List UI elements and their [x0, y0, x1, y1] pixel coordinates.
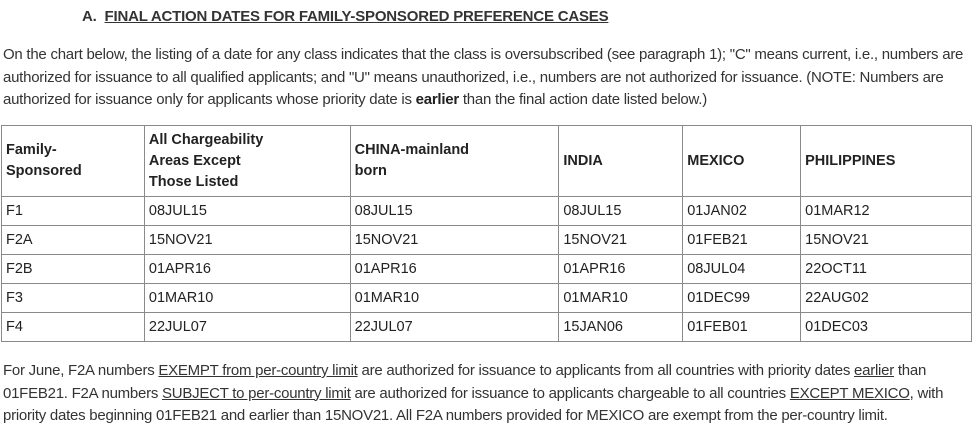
date-cell: 08JUL04	[683, 255, 801, 284]
column-header	[2, 126, 145, 197]
column-header-label: MEXICO	[687, 152, 745, 169]
table-row	[2, 226, 972, 255]
note-text-2: are authorized for issuance to applicants from all countries with priority dates	[357, 362, 855, 379]
section-prefix: A.	[82, 8, 97, 25]
column-header	[144, 126, 350, 197]
table-row	[2, 284, 972, 313]
date-cell: 01MAR10	[350, 284, 559, 313]
date-cell: 15NOV21	[559, 226, 683, 255]
date-cell: 22AUG02	[801, 284, 972, 313]
intro-paragraph	[3, 44, 968, 112]
date-cell: 01APR16	[144, 255, 350, 284]
date-cell: 15NOV21	[801, 226, 972, 255]
note-link-subject[interactable]: SUBJECT to per-country limit	[162, 384, 351, 402]
note-link-exempt[interactable]: EXEMPT from per-country limit	[158, 362, 358, 379]
row-category-cell: F4	[2, 313, 145, 342]
note-text-1: For June, F2A numbers	[3, 362, 159, 379]
note-text-4: are authorized for issuance to applicants chargeable to all countries	[350, 384, 790, 402]
date-cell: 01APR16	[559, 255, 683, 284]
date-cell: 01JAN02	[683, 197, 801, 226]
column-header	[801, 126, 972, 197]
column-header	[559, 126, 683, 197]
date-cell: 01MAR12	[801, 197, 972, 226]
date-cell: 01FEB01	[683, 313, 801, 342]
date-cell: 01DEC99	[683, 284, 801, 313]
column-header	[350, 126, 559, 197]
date-cell: 08JUL15	[144, 197, 350, 226]
intro-bold-earlier: earlier	[415, 91, 459, 108]
date-cell: 15NOV21	[144, 226, 350, 255]
intro-text-1: On the chart below, the listing of a date for any class indicates that the class is oversubscribed (see paragraph 1); "C" means current, i.e., numbers are authorized for issuance to all qualified applicants; and "U" means unauthorized, i.e., numbers are not authorized for issuance. (NOTE: Numbers are authorized for issuance only for applicants whose priority date is	[3, 46, 964, 108]
table-row	[2, 313, 972, 342]
date-cell: 22JUL07	[144, 313, 350, 342]
table-row	[2, 255, 972, 284]
note-link-except-mexico[interactable]: EXCEPT MEXICO	[789, 384, 910, 402]
note-paragraph	[3, 360, 968, 428]
date-cell: 01DEC03	[801, 313, 972, 342]
note-text-3: than 01FEB21. F2A numbers	[3, 362, 927, 402]
column-header-label: All Chargeability Areas Except Those Listed	[148, 131, 264, 190]
note-text-5: , with priority dates beginning 01FEB21 and earlier than 15NOV21. All F2A numbers provided for MEXICO are exempt from the per-country limit.	[3, 384, 944, 424]
row-category-cell: F2A	[2, 226, 145, 255]
table-header-row	[2, 126, 972, 197]
date-cell: 15JAN06	[559, 313, 683, 342]
row-category-cell: F1	[2, 197, 145, 226]
date-cell: 22OCT11	[801, 255, 972, 284]
table-body	[2, 197, 972, 342]
section-heading	[82, 8, 608, 25]
date-cell: 01MAR10	[144, 284, 350, 313]
date-cell: 01FEB21	[683, 226, 801, 255]
date-cell: 08JUL15	[559, 197, 683, 226]
column-header	[683, 126, 801, 197]
column-header-label: PHILIPPINES	[805, 152, 896, 169]
final-action-dates-table	[1, 125, 972, 342]
date-cell: 15NOV21	[350, 226, 559, 255]
note-underline-earlier: earlier	[854, 362, 894, 379]
date-cell: 22JUL07	[350, 313, 559, 342]
column-header-label: INDIA	[563, 152, 603, 169]
row-category-cell: F2B	[2, 255, 145, 284]
row-category-cell: F3	[2, 284, 145, 313]
table-row	[2, 197, 972, 226]
date-cell: 08JUL15	[350, 197, 559, 226]
column-header-label: Family- Sponsored	[6, 142, 82, 179]
section-title: FINAL ACTION DATES FOR FAMILY-SPONSORED PREFERENCE CASES	[104, 8, 609, 25]
column-header-label: CHINA-mainland born	[354, 142, 470, 179]
date-cell: 01APR16	[350, 255, 559, 284]
date-cell: 01MAR10	[559, 284, 683, 313]
intro-text-2: than the final action date listed below.)	[458, 91, 707, 108]
